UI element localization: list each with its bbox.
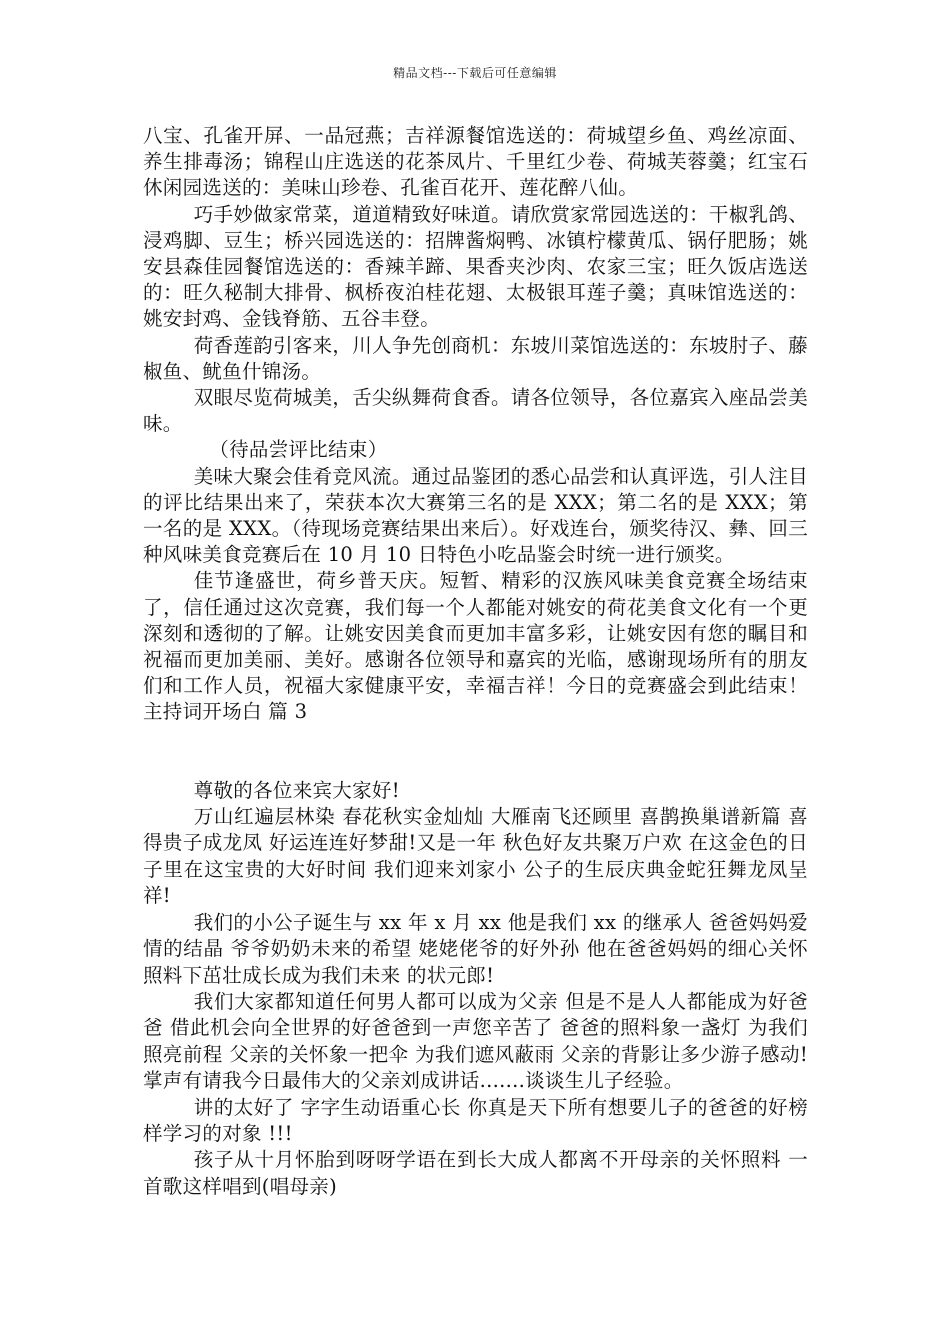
paragraph: 万山红遍层林染 春花秋实金灿灿 大雁南飞还顾里 喜鹊换巢谱新篇 喜得贵子成龙凤 好运连连好梦甜!又是一年 秋色好友共聚万户欢 在这金色的日子里在这宝贵的大好时间 我们迎来刘家小 公子的生辰庆典金蛇狂舞龙凤呈祥! [143,805,808,908]
paragraph: （待品尝评比结束） [209,438,388,462]
paragraph: 讲的太好了 字字生动语重心长 你真是天下所有想要儿子的爸爸的好榜样学习的对象 !!! [143,1095,808,1145]
paragraph: 双眼尽览荷城美，舌尖纵舞荷食香。请各位领导，各位嘉宾入座品尝美味。 [143,386,808,436]
paragraph: 八宝、孔雀开屏、一品冠燕；吉祥源餐馆选送的：荷城望乡鱼、鸡丝凉面、养生排毒汤；锦程山庄选送的花茶凤片、千里红少卷、荷城芙蓉羹；红宝石休闲园选送的：美味山珍卷、孔雀百花开、莲花醉八仙。 [143,124,808,200]
paragraph: 我们大家都知道任何男人都可以成为父亲 但是不是人人都能成为好爸爸 借此机会向全世界的好爸爸到一声您辛苦了 爸爸的照料象一盏灯 为我们照亮前程 父亲的关怀象一把伞 为我们遮风蔽雨 父亲的背影让多少游子感动!掌声有请我今日最伟大的父亲刘成讲话.......谈谈生儿子经验。 [143,989,808,1093]
paragraph: 尊敬的各位来宾大家好! [193,778,400,802]
paragraph: 荷香莲韵引客来，川人争先创商机：东坡川菜馆选送的：东坡肘子、藤椒鱼、鱿鱼什锦汤。 [143,333,808,383]
paragraph: 我们的小公子诞生与 xx 年 x 月 xx 他是我们 xx 的继承人 爸爸妈妈爱情的结晶 爷爷奶奶未来的希望 姥姥佬爷的好外孙 他在爸爸妈妈的细心关怀照料下茁壮成长成为我们未来 的状元郎! [143,910,808,987]
paragraph: 美味大聚会佳肴竞风流。通过品鉴团的悉心品尝和认真评选，引人注目的评比结果出来了，荣获本次大赛第三名的是 XXX；第二名的是 XXX；第一名的是 XXX。（待现场竞赛结果出来后）。好戏连台，颁奖待汉、彝、回三种风味美食竞赛后在 10 月 10 日特色小吃品鉴会时统一进行颁奖。 [143,464,808,567]
section-gap [143,726,808,778]
paragraph: 佳节逢盛世，荷乡普天庆。短暂、精彩的汉族风味美食竞赛全场结束了，信任通过这次竞赛，我们每一个人都能对姚安的荷花美食文化有一个更深刻和透彻的了解。让姚安因美食而更加丰富多彩，让姚安因有您的瞩目和祝福而更加美丽、美好。感谢各位领导和嘉宾的光临，感谢现场所有的朋友们和工作人员，祝福大家健康平安，幸福吉祥！今日的竞赛盛会到此结束！主持词开场白 篇 3 [143,569,808,724]
document-section-2 [143,778,808,1201]
page-header: 精品文档---下载后可任意编辑 [393,66,557,80]
paragraph: 孩子从十月怀胎到呀呀学语在到长大成人都离不开母亲的关怀照料 一首歌这样唱到(唱母亲) [143,1148,808,1198]
document-body [143,123,808,1200]
document-section-1 [143,123,808,726]
paragraph: 巧手妙做家常菜，道道精致好味道。请欣赏家常园选送的：干椒乳鸽、浸鸡脚、豆生；桥兴园选送的：招牌酱焖鸭、冰镇柠檬黄瓜、锅仔肥肠；姚安县森佳园餐馆选送的：香辣羊蹄、果香夹沙肉、农家三宝；旺久饭店选送的：旺久秘制大排骨、枫桥夜泊桂花翅、太极银耳莲子羹；真味馆选送的：姚安封鸡、金钱脊筋、五谷丰登。 [143,202,808,331]
